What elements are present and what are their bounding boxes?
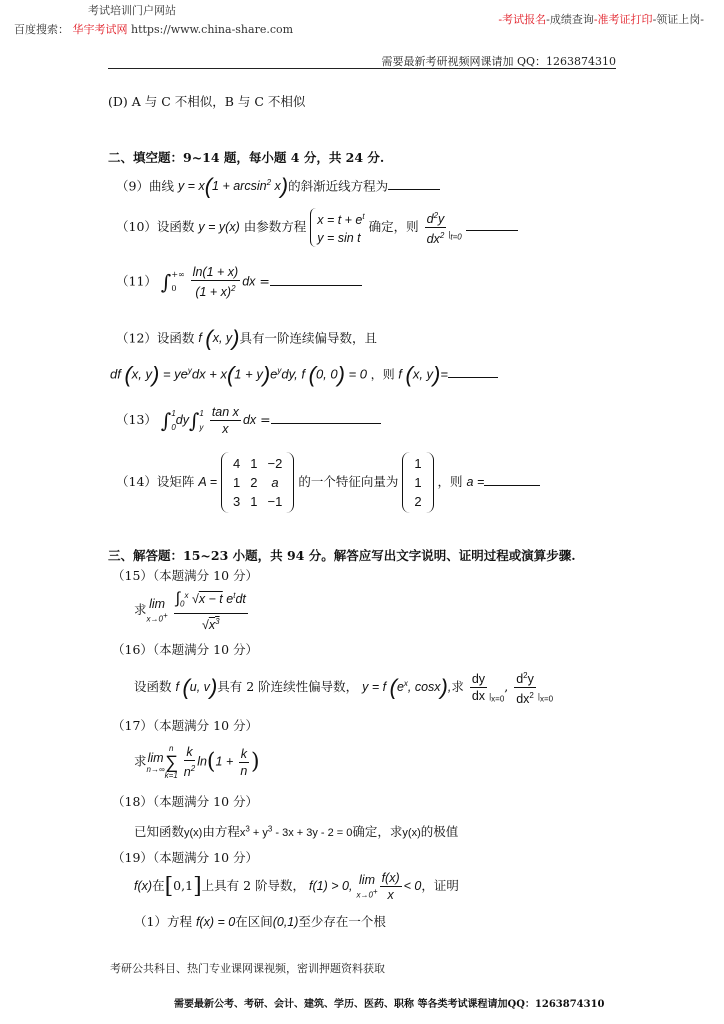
q10-function: y = y(x) [198, 220, 240, 235]
q13-answer-blank[interactable] [271, 413, 381, 424]
q12-text-then: ，则 [370, 367, 395, 382]
q18-equation: $x^3 + y^3 - 3x + 3y - 2 = 0$ [239, 824, 353, 839]
qq-notice: 需要最新考研视频网课请加 QQ：1263874310 [381, 55, 616, 68]
q19-part1-text-post: 至少存在一个根 [298, 914, 386, 929]
q14-eigenvector: 1 1 2 [402, 452, 433, 513]
q18-heading: （18）（本题满分 10 分） [112, 794, 259, 809]
q9-answer-blank[interactable] [388, 179, 440, 190]
q16-text: 设函数 [134, 679, 172, 695]
q17-sum: n ∑ k=1 [164, 744, 178, 781]
question-12 [116, 326, 377, 352]
q14-text: 设矩阵 [156, 474, 195, 489]
q14-number: （14） [116, 474, 157, 489]
q14-matrix-a: 4 1 −2 1 2 a 3 1 −1 [221, 452, 294, 513]
q16-text-mid: 具有 2 阶连续性偏导数， [217, 679, 359, 695]
link-certificate[interactable]: -领证上岗- [652, 13, 704, 26]
q11-integrand: $\frac{\ln(1 + x)}{(1 + x)^2}$ [192, 265, 239, 300]
link-score-query[interactable]: -成绩查询 [546, 13, 594, 26]
q19-function: f(x) [134, 879, 153, 893]
q19-limit: lim x→0+ [356, 873, 378, 900]
q17-heading: （17）（本题满分 10 分） [112, 718, 259, 733]
footer-promo: 考研公共科目、热门专业课网课视频，密训押题资料获取 [110, 962, 385, 975]
header-links [498, 11, 704, 27]
q10-text-mid: 由参数方程 [243, 219, 307, 235]
question-16: 设函数 f (u, v)具有 2 阶连续性偏导数， y = f ($e^x$, cosx),求 $\frac{dy}{dx}$ $_{|_{x=0}}$, $\frac{d^2y}{dx^2}$ $_{|_{x=0}}$ [134, 668, 553, 707]
q13-outer-integral: ∫ [160, 408, 172, 433]
q15-heading: （15）（本题满分 10 分） [112, 568, 259, 583]
q18-text-post: 确定，求 [352, 824, 403, 839]
q17-text: 求 [134, 753, 147, 769]
baidu-label: 百度搜索： [14, 23, 69, 36]
q17-limit: lim n→∞ [146, 750, 165, 774]
question-19-part1: （1）方程 f(x) = 0在区间(0,1)至少存在一个根 [134, 914, 386, 929]
q13-integrand: $\frac{\text{tan x}}{x}$ [211, 405, 239, 436]
q12-answer-blank[interactable] [448, 367, 498, 378]
q19-heading: （19）（本题满分 10 分） [112, 850, 259, 865]
q11-answer-blank[interactable] [270, 275, 362, 286]
question-14: （14）设矩阵 A = 4 1 −2 1 2 a 3 1 −1 的一个特征向量为 1 1 2 ，则 a = [116, 452, 540, 513]
q14-matrix-name: A = [198, 475, 218, 489]
question-15 [134, 588, 250, 633]
section3-title: 三、解答题：15~23 小题，共 94 分。解答应写出文字说明、证明过程或演算步骤. [108, 548, 576, 563]
q16-heading: （16）（本题满分 10 分） [112, 642, 259, 657]
q19-text-post: ，证明 [421, 878, 459, 893]
q18-text-mid: 由方程 [202, 824, 240, 839]
section2-title: 二、填空题：9~14 题，每小题 4 分，共 24 分. [108, 150, 385, 165]
q10-answer-blank[interactable] [466, 220, 518, 231]
q18-text: 已知函数 [134, 824, 185, 839]
q12-equation: df (x, $y) = ye^ydx + x(1 + y)e^ydy$, f (0, 0) = 0 ，则 f (x, y)= [110, 362, 498, 388]
q12-text-post: 具有一阶连续偏导数，且 [239, 330, 377, 346]
q19-part1-text: （1）方程 [134, 914, 192, 929]
baidu-url-link[interactable]: https://www.china-share.com [131, 23, 294, 36]
q18-function: y(x) [184, 827, 203, 839]
baidu-search-line [14, 21, 293, 37]
option-d: (D) A 与 C 不相似，B 与 C 不相似 [108, 94, 306, 109]
question-10: （10）设函数 y = y(x) 由参数方程 $x = t + e^t$ y = sin t 确定，则 $\frac{d^2y}{dx^2}$ $_{|_{t=0}}$ [116, 208, 518, 247]
q15-text: 求 [134, 601, 147, 617]
q13-inner-integral: ∫ [188, 408, 200, 433]
q12-function: f (x, y) [198, 326, 240, 351]
q18-text-tail: 的极值 [420, 824, 459, 839]
q19-part1-text-mid: 在区间 [235, 914, 273, 929]
baidu-brand-link[interactable]: 华宇考试网 [72, 23, 128, 36]
q10-parametric-system: $x = t + e^t$ y = sin t [310, 208, 364, 247]
q16-second-derivative: $\frac{d^2y}{dx^2}$ [514, 668, 536, 707]
q14-text-mid: 的一个特征向量为 [298, 474, 399, 489]
q19-text-mid: 在 [152, 878, 165, 893]
q11-integral-sign: ∫ [160, 270, 172, 295]
q15-fraction: $\frac{\int_0^x √x - t e^tdt}{√x^3}$ [174, 588, 248, 633]
q9-formula: $y = x(1 + \arcsin^2 x)$ [177, 174, 289, 199]
q12-number: （12） [116, 330, 157, 346]
q14-answer-blank[interactable] [484, 475, 540, 486]
q15-limit: lim x→0+ [146, 597, 168, 624]
q19-text-mid2: 上具有 2 阶导数， [201, 878, 306, 893]
question-13: （13） ∫1 0dy∫1 y $\frac{\text{tan x}}{x}$ dx = [116, 404, 381, 437]
question-17: 求 lim n→∞ n ∑ k=1 $\frac{k}{n^2}$ ln(1 + $\frac{k}{n}$ ) [134, 744, 260, 781]
q10-derivative: $\frac{d^2y}{dx^2}$ [425, 208, 447, 247]
question-18: 已知函数y(x)由方程$x^3 + y^3 - 3x + 3y - 2 = 0$确定，求y(x)的极值 [134, 824, 459, 839]
question-19: f(x)在[0,1]上具有 2 阶导数， f(1) > 0, lim x→0+ $\frac{f(x)}{x}$ < 0，证明 [134, 871, 459, 902]
header-divider [108, 68, 616, 69]
q11-number: （11） [116, 273, 157, 289]
link-exam-register[interactable]: -考试报名 [498, 13, 547, 26]
q12-text: 设函数 [156, 330, 195, 346]
q17-fraction: $\frac{k}{n^2}$ [183, 745, 196, 780]
q10-text-post: 确定，则 [368, 219, 419, 235]
q16-function: f (u, v) [175, 674, 218, 700]
question-11: （11） ∫+∞ 0 $\frac{\ln(1 + x)}{(1 + x)^2}$ dx = [116, 264, 362, 300]
q9-text: 曲线 [148, 178, 174, 194]
q11-integral-limits: +∞ 0 [171, 270, 185, 294]
q16-text-post: 求 [451, 679, 464, 695]
q9-number: （9） [116, 178, 149, 194]
q10-text: 设函数 [156, 219, 195, 235]
link-admission-print[interactable]: -准考证打印 [593, 13, 653, 26]
q14-text-post: ，则 [437, 474, 463, 489]
q9-text-post: 的斜渐近线方程为 [288, 178, 389, 194]
site-name: 考试培训门户网站 [88, 4, 176, 17]
q16-composite: y = f ($e^x$, cosx), [362, 674, 452, 700]
question-9 [116, 174, 440, 200]
q13-number: （13） [116, 412, 157, 427]
q16-first-derivative: $\frac{dy}{dx}$ [471, 672, 486, 704]
q11-dx: dx [242, 274, 256, 289]
footer-qq-notice: 需要最新公考、考研、会计、建筑、学历、医药、职称 等各类考试课程请加QQ：1263874310 [174, 999, 605, 1010]
q19-condition: f(1) > 0, [309, 879, 353, 893]
q10-number: （10） [116, 219, 157, 235]
